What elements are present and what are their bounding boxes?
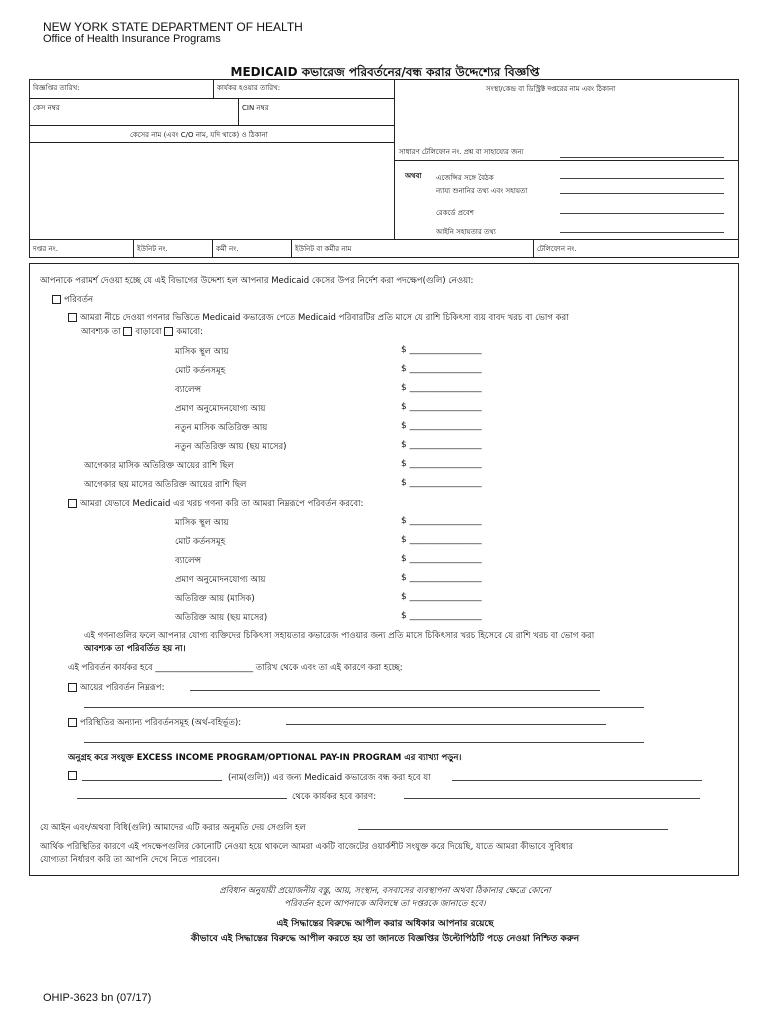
calc-row-label: মাসিক স্থূল আয় [175, 518, 229, 528]
cin-number-label: CIN নম্বর [242, 104, 269, 112]
increase-label: বাড়াবো [135, 327, 162, 337]
legal-aid-line[interactable] [560, 232, 724, 233]
prev-six-label: আগেকার ছয় মাসের অতিরিক্ত আয়ের রাশি ছিল [84, 480, 247, 490]
opt2-text: আমরা যেভাবে Medicaid এর খরচ গণনা করি তা আমরা নিম্নরূপে পরিবর্তন করবো: [80, 499, 364, 509]
general-phone-line[interactable] [560, 157, 724, 158]
effective-date-cell[interactable] [213, 79, 395, 99]
phone-no-label: টেলিফোন নং. [537, 245, 577, 253]
other-change-line[interactable] [286, 724, 606, 725]
effective-line: এই পরিবর্তন কার্যকর হবে _______________________ তারিখ থেকে এবং তা এই কারণে করা হচ্ছে: [68, 663, 403, 673]
calc-row-label: মোট কর্তনসমূহ [175, 537, 226, 547]
worker-no-label: কর্মী নং. [216, 245, 239, 253]
report-change-note-2: পরিবর্তন হলে আপনাকে অবিলম্বে তা দপ্তরকে জানাতে হবে। [284, 899, 486, 909]
department-name: NEW YORK STATE DEPARTMENT OF HEALTH [43, 20, 303, 34]
record-access-line[interactable] [560, 213, 724, 214]
budget-text-2: যোগ্যতা নির্ধারণ করি তা আপনি দেখে নিতে পারবেন। [40, 855, 220, 865]
discontinue-date-line[interactable] [452, 780, 702, 781]
intro-text: আপনাকে পরামর্শ দেওয়া হচ্ছে যে এই বিভাগের উদ্দেশ্য হল আপনার Medicaid কেসের উপর নির্দেশ করা পদক্ষেপ(গুলি) নেওয়া: [40, 276, 474, 286]
income-change-line[interactable] [190, 690, 600, 691]
notice-date-cell[interactable] [29, 79, 214, 99]
opt1-checkbox[interactable] [68, 313, 77, 322]
calc-row-amount[interactable]: $ ________________ [401, 383, 482, 393]
prev-monthly-amount[interactable]: $ ________________ [401, 459, 482, 469]
opt2-line [68, 497, 363, 511]
effective-date-label: কার্যকর হওয়ার তারিখ: [217, 84, 281, 92]
other-change-checkbox[interactable] [68, 718, 77, 727]
calc-row-label: নতুন অতিরিক্ত আয় (ছয় মাসের) [175, 442, 287, 452]
calc-row-amount[interactable]: $ ________________ [401, 402, 482, 412]
change-label: পরিবর্তন [64, 295, 94, 305]
income-change-line-2[interactable] [84, 707, 644, 708]
calc-row-label: ব্যালেন্স [175, 385, 202, 395]
or-label: অথবা [405, 172, 422, 180]
office-address-label: সংস্থা/কেন্দ্র বা ডিস্ট্রিক্ট দপ্তরের নাম এবং ঠিকানা [486, 85, 616, 93]
calc-row-amount[interactable]: $ ________________ [401, 573, 482, 583]
calc-row-label: নতুন মাসিক অতিরিক্ত আয় [175, 423, 268, 433]
unit-worker-name-cell[interactable] [291, 239, 534, 258]
decrease-label: কমাবো: [176, 327, 203, 337]
calc-row-label: মোট কর্তনসমূহ [175, 366, 226, 376]
report-change-note-1: প্রবিধান অনুযায়ী প্রয়োজনীয় বস্তু, আয়, সংস্থান, বসবাসের ব্যবস্থাপনা অথবা ঠিকানার ক্ষেত্রে কোনো [219, 886, 551, 896]
general-phone-label: সাধারণ টেলিফোন নং. প্রশ্ন বা সাহায্যের জন্য [399, 148, 524, 156]
calc-row-label: মাসিক স্থূল আয় [175, 347, 229, 357]
decrease-checkbox[interactable] [164, 327, 173, 336]
office-no-cell[interactable] [29, 239, 134, 258]
office-name: Office of Health Insurance Programs [43, 33, 221, 45]
calc-row-amount[interactable]: $ ________________ [401, 364, 482, 374]
law-text: যে আইন এবং/অথবা বিধি(গুলি) আমাদের এটি করার অনুমতি দেয় সেগুলি হল [40, 823, 306, 833]
fair-hearing-label: ন্যায্য শুনানির তথ্য এবং সহায়তা [436, 187, 528, 195]
calc-note-2: আবশ্যক তা পরিবর্তিত হয় না। [84, 644, 186, 654]
prev-monthly-label: আগেকার মাসিক অতিরিক্ত আয়ের রাশি ছিল [84, 461, 234, 471]
law-line[interactable] [358, 829, 668, 830]
worker-no-cell[interactable] [212, 239, 292, 258]
change-checkbox[interactable] [52, 295, 61, 304]
agency-conf-label: এজেন্সির সঙ্গে বৈঠক [436, 174, 494, 182]
discontinue-checkbox[interactable] [68, 771, 77, 780]
other-change-row [68, 716, 241, 730]
budget-text-1: আর্থিক পরিস্থিতির কারণে এই পদক্ষেপগুলির কোনোটি নেওয়া হয়ে থাকলে আমরা একটি বাজেটের ওয়ার্কশীট সংযুক্ত করে দিয়েছি, যাতে আমরা কীভাবে সুবিধার [40, 842, 574, 852]
prev-six-amount[interactable]: $ ________________ [401, 478, 482, 488]
notice-date-label: বিজ্ঞপ্তির তারিখ: [33, 84, 80, 92]
discontinue-names-line[interactable] [82, 780, 222, 781]
case-number-label: কেস নম্বর [33, 104, 60, 112]
appeal-right-text: এই সিদ্ধান্তের বিরুদ্ধে আপীল করার অধিকার আপনার রয়েছে [276, 919, 494, 929]
phone-no-cell[interactable] [533, 239, 739, 258]
case-name-header [29, 125, 395, 143]
increase-checkbox[interactable] [123, 327, 132, 336]
calc-row-label: ব্যালেন্স [175, 556, 202, 566]
calc-row-label: প্রমাণ অনুমোদনযোগ্য আয় [175, 575, 266, 585]
record-access-label: রেকর্ডে প্রবেশ [436, 209, 474, 217]
income-change-checkbox[interactable] [68, 683, 77, 692]
legal-aid-label: আইনি সহায়তার তথ্য [436, 228, 496, 236]
appeal-instructions-text: কীভাবে এই সিদ্ধান্তের বিরুদ্ধে আপীল করতে হয় তা জানতে বিজ্ঞপ্তির উল্টোপিঠটি পড়ে নেওয়া নিশ্চিত করুন [190, 934, 580, 944]
unit-no-cell[interactable] [133, 239, 213, 258]
calc-row-amount[interactable]: $ ________________ [401, 345, 482, 355]
calc-row-amount[interactable]: $ ________________ [401, 611, 482, 621]
income-change-row [68, 681, 165, 695]
unit-worker-name-label: ইউনিট বা কর্মীর নাম [295, 245, 352, 253]
fair-hearing-line[interactable] [560, 193, 724, 194]
change-option[interactable] [52, 293, 93, 307]
discontinue-reason-text: থেকে কার্যকর হবে কারণ: [292, 792, 377, 802]
case-number-cell[interactable] [29, 98, 239, 126]
opt1-required-text: আবশ্যক তা [81, 327, 121, 337]
divider [395, 160, 739, 161]
office-no-label: দপ্তর নং. [33, 245, 58, 253]
opt1-text: আমরা নীচে দেওয়া গণনার ভিত্তিতে Medicaid কভারেজ পেতে Medicaid পরিবারটির প্রতি মাসে যে রাশি চিকিৎসা ব্যয় বাবদ খরচ বা ভোগ করা [80, 313, 569, 323]
agency-conf-line[interactable] [560, 178, 724, 179]
form-id: OHIP-3623 bn (07/17) [43, 992, 152, 1004]
discontinue-row [68, 771, 80, 781]
calc-row-amount[interactable]: $ ________________ [401, 592, 482, 602]
case-address-cell[interactable] [29, 142, 395, 240]
calc-row-amount[interactable]: $ ________________ [401, 516, 482, 526]
opt1-line1 [68, 311, 569, 325]
calc-row-amount[interactable]: $ ________________ [401, 535, 482, 545]
other-change-label: পরিস্থিতির অন্যান্য পরিবর্তনসমূহ (অর্থ-বহির্ভূত): [80, 718, 242, 728]
opt2-checkbox[interactable] [68, 499, 77, 508]
discontinue-text: (নাম(গুলি)) এর জন্য Medicaid কভারেজ বন্ধ করা হবে যা [228, 773, 431, 783]
opt1-line2 [81, 325, 203, 339]
calc-row-label: প্রমাণ অনুমোদনযোগ্য আয় [175, 404, 266, 414]
calc-row-amount[interactable]: $ ________________ [401, 421, 482, 431]
calc-row-amount[interactable]: $ ________________ [401, 440, 482, 450]
case-name-label: কেসের নাম (এবং C/O নাম, যদি থাকে) ও ঠিকানা [130, 131, 268, 139]
discontinue-reason-line[interactable] [404, 798, 700, 799]
discontinue-effective-line[interactable] [77, 798, 287, 799]
calc-row-label: অতিরিক্ত আয় (মাসিক) [175, 594, 255, 604]
calc-note-1: এই গণনাগুলির ফলে আপনার যোগ্য ব্যক্তিদের চিকিৎসা সহায়তার কভারেজ পাওয়ার জন্য প্রতি মাসে চিকিৎসার খরচ হিসেবে যে রাশি খরচ বা ভোগ করা [84, 631, 595, 641]
income-change-label: আয়ের পরিবর্তন নিম্নরূপ: [80, 683, 165, 693]
calc-row-amount[interactable]: $ ________________ [401, 554, 482, 564]
calc-row-label: অতিরিক্ত আয় (ছয় মাসের) [175, 613, 268, 623]
unit-no-label: ইউনিট নং. [137, 245, 168, 253]
other-change-line-2[interactable] [84, 742, 644, 743]
form-title: MEDICAID কভারেজ পরিবর্তনের/বন্ধ করার উদ্দেশ্যের বিজ্ঞপ্তি [230, 65, 540, 79]
excess-income-text: অনুগ্রহ করে সংযুক্ত EXCESS INCOME PROGRAM/OPTIONAL PAY-IN PROGRAM এর ব্যাখ্যা পড়ুন। [68, 753, 462, 763]
cin-number-cell[interactable] [238, 98, 395, 126]
